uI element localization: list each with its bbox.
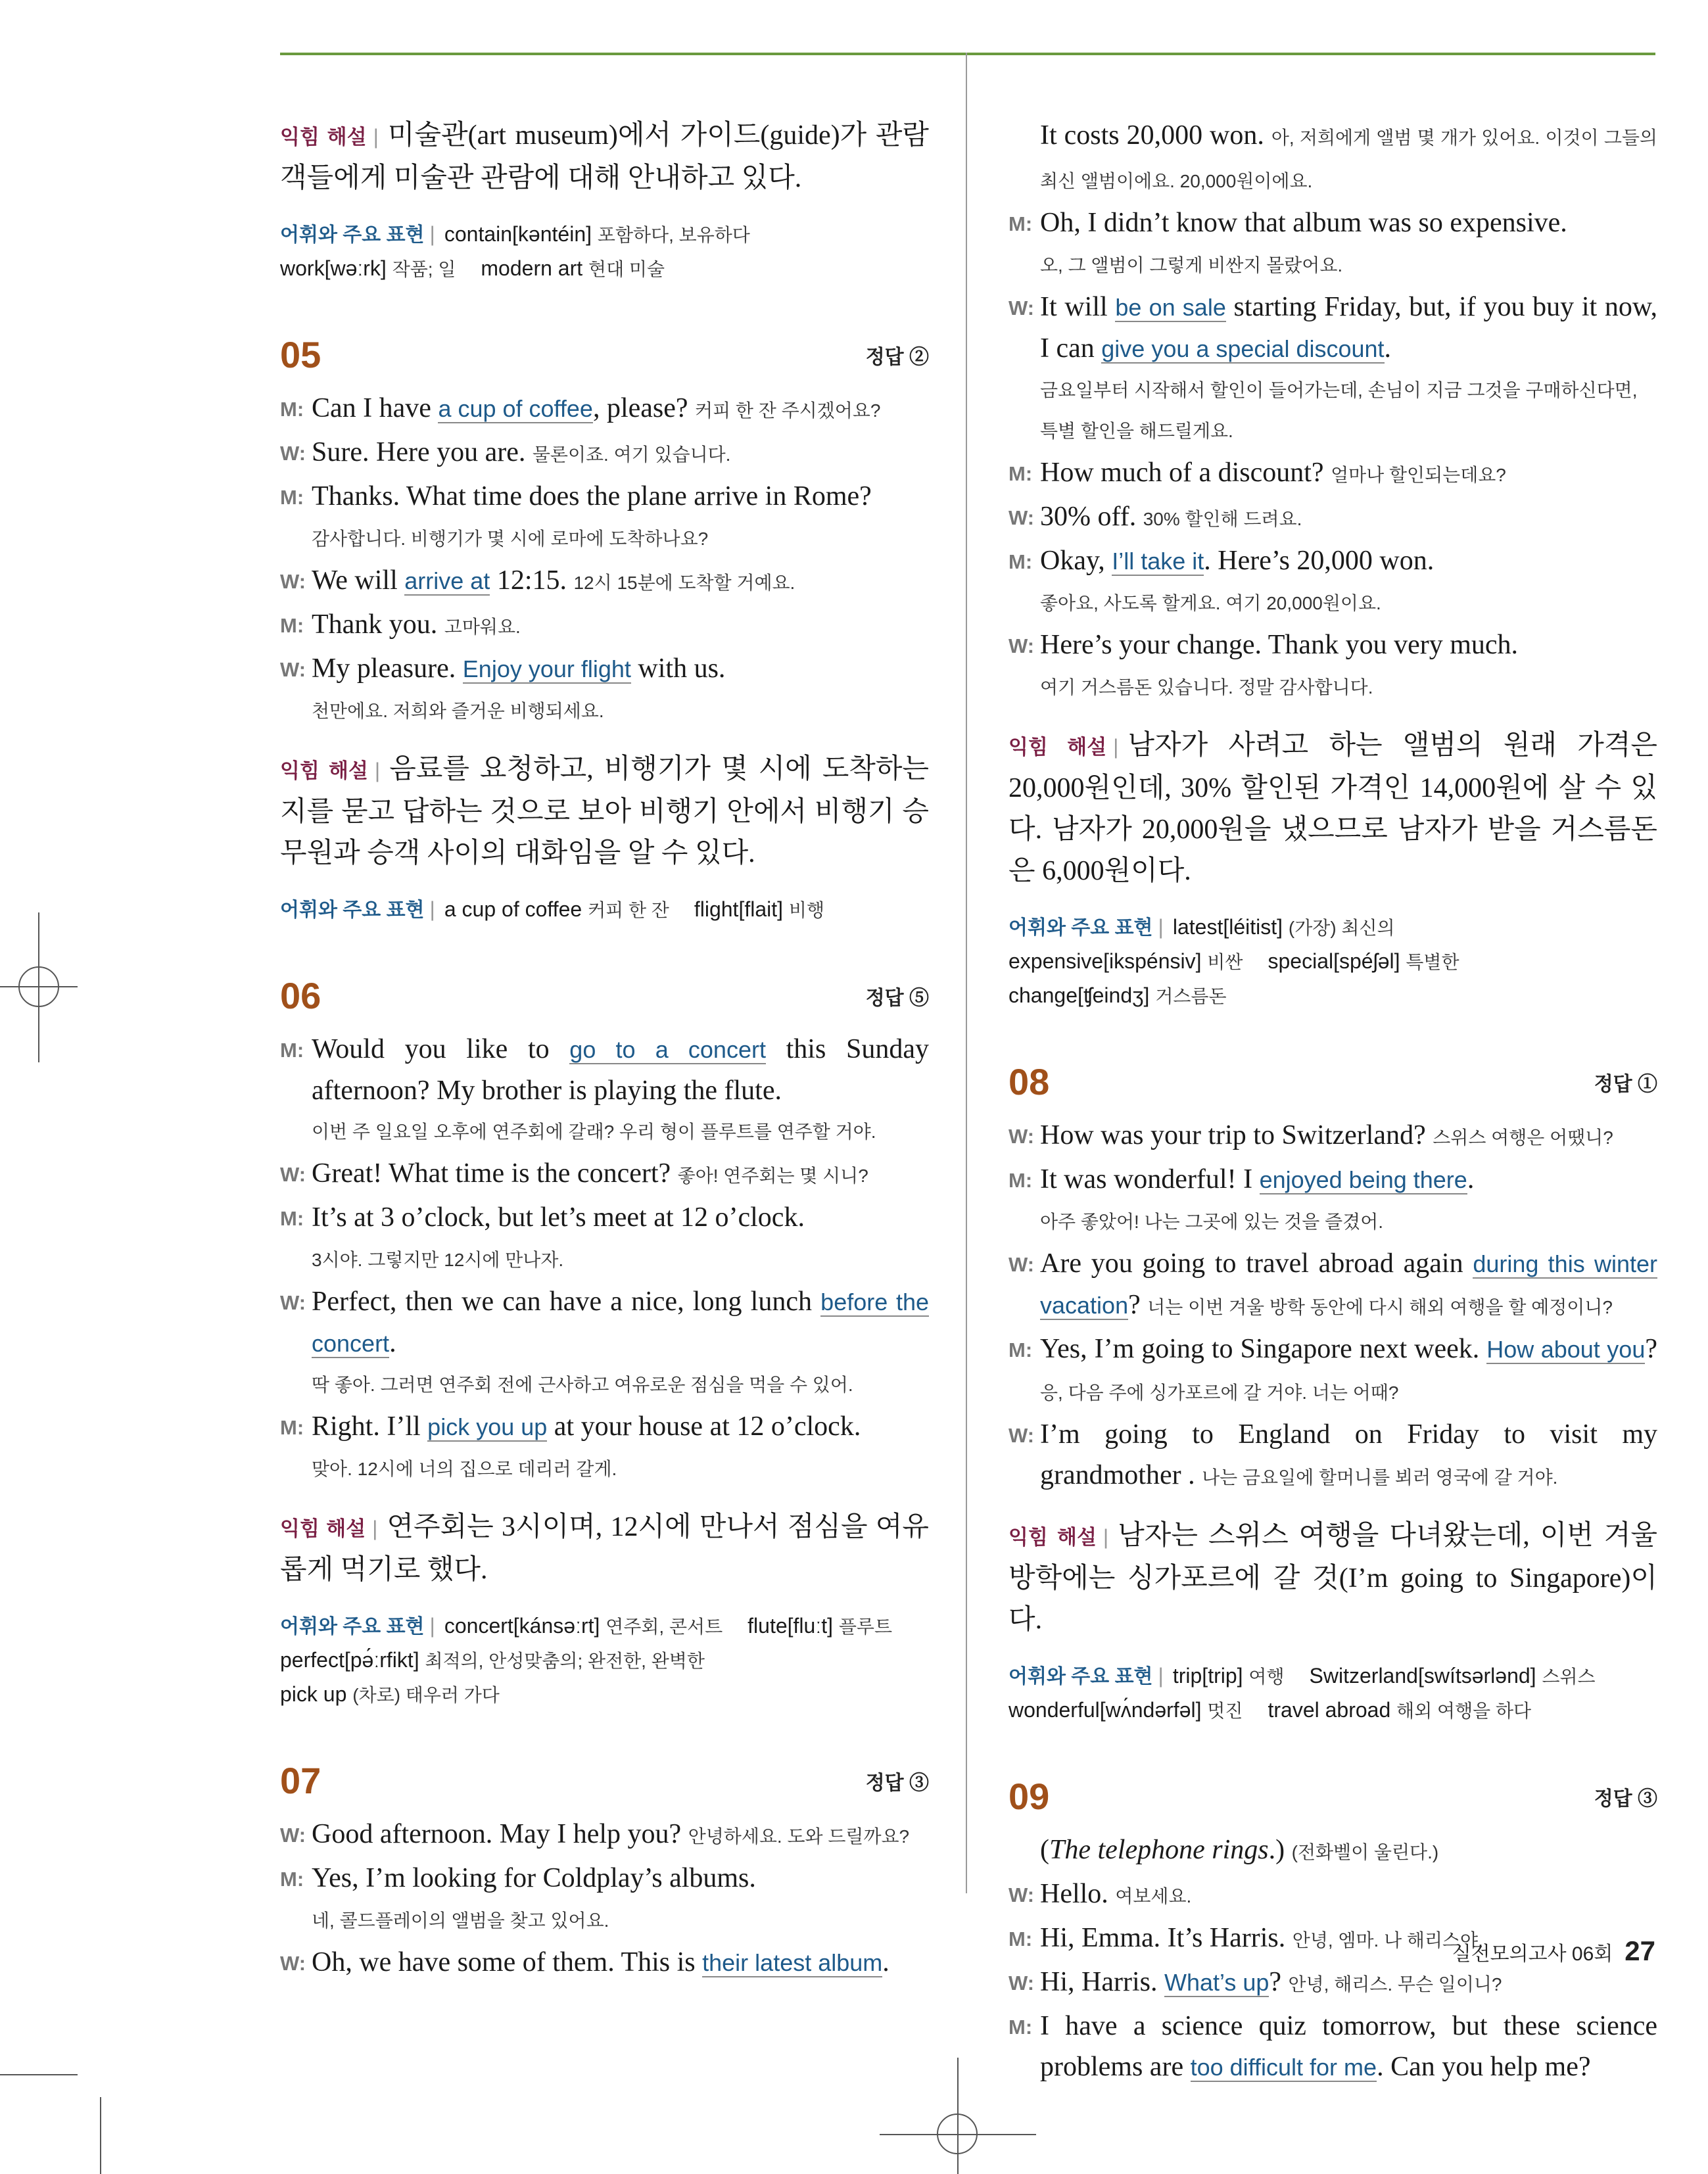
dialogue-line: [1008, 540, 1657, 582]
vocab-term: flute[fluːt]: [747, 1614, 833, 1638]
q07-explanation: 익힘 해설 | 남자가 사려고 하는 앨범의 원래 가격은 20,000원인데, 30% 할인된 가격인 14,000원에 살 수 있다. 남자가 20,000원을 냈으므로 남자가 받을 거스름돈은 6,000원이다.: [1008, 730, 1657, 886]
dialogue-text: [312, 1153, 929, 1196]
english-text: Here’s your change. Thank you very much.: [1040, 630, 1519, 660]
speaker-label: M:: [280, 1868, 304, 1891]
dialogue: [280, 1029, 929, 1490]
dialogue-text: [1008, 115, 1657, 202]
dialogue-line: [1008, 1830, 1657, 1873]
english-text: Yes, I’m going to Singapore next week.: [1040, 1334, 1487, 1364]
vocab-term: wonderful[wʌ́ndərfəl]: [1008, 1698, 1202, 1722]
english-text: ?: [1269, 1967, 1289, 1997]
vocab-meaning: 거스름돈: [1155, 986, 1227, 1006]
english-text: .: [1467, 1164, 1475, 1194]
separator: |: [429, 1614, 435, 1638]
translation: 네, 콜드플레이의 앨범을 찾고 있어요.: [312, 1910, 609, 1931]
translation: 이번 주 일요일 오후에 연주회에 갈래? 우리 형이 플루트를 연주할 거야.: [312, 1122, 876, 1142]
translation: 감사합니다. 비행기가 몇 시에 로마에 도착하나요?: [312, 529, 709, 549]
english-text: How much of a discount?: [1040, 458, 1331, 488]
dialogue-text: [1040, 1243, 1657, 1328]
speaker-label: W:: [280, 442, 306, 465]
speaker-label: W:: [1008, 1972, 1035, 1995]
korean-translation: 응, 다음 주에 싱가포르에 갈 거야. 너는 어때?: [1040, 1382, 1399, 1403]
vocab-label: 어휘와 주요 표현: [280, 1616, 425, 1638]
english-text: ?: [1128, 1290, 1148, 1320]
q08-explanation: 익힘 해설 | 남자는 스위스 여행을 다녀왔는데, 이번 겨울 방학에는 싱가포르에 갈 것(I’m going to Singapore)이다.: [1008, 1521, 1657, 1635]
english-text: Okay,: [1040, 546, 1112, 576]
english-text: The telephone rings: [1049, 1835, 1269, 1865]
dialogue-text: [312, 1942, 929, 1984]
page-number: 27: [1625, 1935, 1655, 1966]
dialogue-text: [1040, 1329, 1657, 1413]
vocab-term: contain[kəntéin]: [444, 222, 592, 246]
dialogue-line: [280, 1942, 929, 1984]
english-text: (: [1040, 1835, 1049, 1865]
english-text: Would you like to: [312, 1034, 570, 1064]
vocab-item: [1173, 910, 1395, 945]
translation: 오, 그 앨범이 그렇게 비싼지 몰랐어요.: [1040, 255, 1343, 275]
dialogue-text: [1040, 452, 1657, 496]
answer-badge: 정답 ①: [1594, 1073, 1657, 1095]
key-expression: I’ll take it: [1112, 548, 1204, 575]
separator: |: [1158, 1664, 1164, 1688]
vocab-term: travel abroad: [1268, 1698, 1391, 1722]
korean-translation: 안녕, 해리스. 무슨 일이니?: [1288, 1974, 1502, 1995]
vocab-meaning: 현대 미술: [588, 259, 665, 279]
dialogue-line: [1008, 287, 1657, 369]
column-divider: [966, 53, 967, 1893]
korean-translation: 30% 할인해 드려요.: [1143, 509, 1302, 529]
vocab-term: perfect[pə́ːrfikt]: [280, 1648, 419, 1672]
registration-circle: [937, 2114, 978, 2154]
vocab-item: [1008, 1693, 1243, 1728]
vocab-meaning: 커피 한 잔: [588, 900, 669, 920]
speaker-label: M:: [1008, 212, 1033, 235]
vocab-meaning: (차로) 태우러 가다: [352, 1685, 500, 1705]
vocab-term: special[spéʃəl]: [1268, 949, 1400, 973]
translation: 금요일부터 시작해서 할인이 들어가는데, 손님이 지금 그것을 구매하신다면, 특별 할인을 해드릴게요.: [1040, 380, 1638, 441]
speaker-label: W:: [1008, 506, 1035, 529]
dialogue-line: [280, 1153, 929, 1196]
explain-label: 익힘 해설: [280, 1517, 366, 1540]
english-text: ?: [1645, 1334, 1657, 1364]
dialogue: [280, 1814, 929, 1984]
speaker-label: M:: [1008, 550, 1033, 573]
vocab-item: [1008, 979, 1227, 1013]
dialogue-text: [312, 476, 929, 518]
key-expression: go to a concert: [569, 1036, 766, 1063]
vocab-meaning: 멋진: [1207, 1701, 1243, 1721]
vocab-term: trip[trip]: [1172, 1664, 1243, 1688]
speaker-label: M:: [1008, 2016, 1033, 2039]
dialogue-text: [312, 1406, 929, 1448]
translation: 아주 좋았어! 나는 그곳에 있는 것을 즐겼어.: [1040, 1212, 1384, 1232]
korean-translation: 물론이죠. 여기 있습니다.: [532, 444, 731, 465]
translation: 딱 좋아. 그러면 연주회 전에 근사하고 여유로운 점심을 먹을 수 있어.: [312, 1375, 853, 1395]
vocab-meaning: 플루트: [838, 1617, 893, 1637]
dialogue-line: [1008, 1243, 1657, 1328]
dialogue-line: [280, 432, 929, 475]
vocab-term: work[wəːrk]: [280, 256, 387, 280]
dialogue-text: [312, 388, 929, 431]
korean-translation: 커피 한 잔 주시겠어요?: [695, 400, 881, 421]
vocab-term: a cup of coffee: [444, 897, 582, 921]
explain-text: 남자는 스위스 여행을 다녀왔는데, 이번 겨울 방학에는 싱가포르에 갈 것(I’m going to Singapore)이다.: [1008, 1521, 1657, 1635]
vocab-item: [280, 252, 456, 286]
dialogue-line: [280, 1029, 929, 1111]
dialogue-line: [1008, 115, 1657, 202]
key-expression: their latest album: [702, 1949, 883, 1976]
english-text: at your house at 12 o’clock.: [547, 1411, 861, 1442]
vocab-item: [1268, 1693, 1531, 1728]
vocab-label: 어휘와 주요 표현: [280, 899, 425, 921]
speaker-label: W:: [280, 570, 306, 593]
question-08: [1008, 1060, 1657, 1728]
dialogue-line: [280, 560, 929, 603]
key-expression: during this winter vacation: [1040, 1250, 1657, 1319]
english-text: Perfect, then we can have a nice, long lunch: [312, 1287, 821, 1317]
vocab-meaning: 비행: [788, 900, 825, 920]
dialogue-line: [280, 1281, 929, 1364]
speaker-label: M:: [280, 614, 304, 637]
vocab-label: 어휘와 주요 표현: [280, 224, 425, 246]
dialogue-line: [1008, 1329, 1657, 1413]
korean-translation: 12시 15분에 도착할 거예요.: [573, 573, 795, 593]
english-text: It costs 20,000 won.: [1040, 120, 1271, 151]
english-text: Oh, we have some of them. This is: [312, 1947, 703, 1977]
speaker-label: W:: [1008, 1125, 1035, 1148]
english-text: Great! What time is the concert?: [312, 1158, 678, 1189]
left-column: [280, 115, 929, 1985]
vocab-term: flight[flait]: [694, 897, 784, 921]
english-text: Are you going to travel abroad again: [1040, 1248, 1473, 1279]
english-text: Good afternoon. May I help you?: [312, 1819, 688, 1849]
vocab-label: 어휘와 주요 표현: [1008, 917, 1153, 939]
dialogue: [1008, 1115, 1657, 1498]
dialogue-line: [1008, 452, 1657, 496]
dialogue-line: [280, 604, 929, 648]
q06-vocab: [280, 1609, 929, 1712]
vocab-term: expensive[ikspénsiv]: [1008, 949, 1202, 973]
speaker-label: W:: [1008, 1253, 1035, 1276]
korean-translation: 나는 금요일에 할머니를 뵈러 영국에 갈 거야.: [1202, 1467, 1558, 1488]
speaker-label: M:: [280, 1039, 304, 1062]
speaker-label: M:: [280, 1207, 304, 1230]
page-footer: [1452, 1935, 1655, 1967]
dialogue-text: [1040, 625, 1657, 667]
speaker-label: M:: [1008, 1927, 1033, 1950]
vocab-label: 어휘와 주요 표현: [1008, 1666, 1153, 1688]
speaker-label: W:: [280, 1291, 306, 1314]
english-text: Hi, Harris.: [1040, 1967, 1164, 1997]
speaker-label: M:: [280, 486, 304, 509]
korean-translation: 좋아! 연주회는 몇 시니?: [677, 1166, 868, 1186]
dialogue-line: [1008, 1962, 1657, 2005]
english-text: Thanks. What time does the plane arrive in Rome?: [312, 481, 872, 511]
korean-translation: 너는 이번 겨울 방학 동안에 다시 해외 여행을 할 예정이니?: [1147, 1297, 1613, 1317]
q08-vocab: [1008, 1659, 1657, 1728]
vocab-meaning: 포함하다, 보유하다: [597, 225, 750, 245]
dialogue-line: [1008, 1115, 1657, 1158]
korean-translation: 안녕하세요. 도와 드릴까요?: [688, 1826, 910, 1847]
korean-translation: (전화벨이 울린다.): [1291, 1842, 1439, 1862]
english-text: starting Friday, but, if you buy it now, I can: [1040, 292, 1657, 364]
vocab-item: [481, 252, 665, 286]
dialogue-text: [312, 560, 929, 603]
speaker-label: W:: [280, 1952, 306, 1975]
english-text: Yes, I’m looking for Coldplay’s albums.: [312, 1863, 756, 1893]
dialogue-text: [1040, 2006, 1657, 2088]
dialogue-text: [312, 1197, 929, 1239]
vocab-meaning: 비싼: [1207, 952, 1243, 972]
speaker-label: M:: [280, 398, 304, 421]
dialogue-text: [1040, 1962, 1657, 2005]
dialogue-line: [280, 1406, 929, 1448]
explain-text: 음료를 요청하고, 비행기가 몇 시에 도착하는지를 묻고 답하는 것으로 보아 비행기 안에서 비행기 승무원과 승객 사이의 대화임을 알 수 있다.: [280, 754, 929, 868]
speaker-label: W:: [1008, 1424, 1035, 1447]
english-text: with us.: [630, 653, 726, 684]
dialogue: [280, 388, 929, 732]
question-number: 08: [1008, 1061, 1050, 1102]
speaker-label: W:: [1008, 1883, 1035, 1906]
key-expression: give you a special discount: [1101, 335, 1385, 362]
korean-translation: 고마워요.: [444, 617, 521, 637]
answer-badge: 정답 ③: [865, 1772, 929, 1794]
dialogue-text: [1040, 202, 1657, 245]
dialogue-line: [280, 476, 929, 518]
english-text: .: [1384, 333, 1392, 364]
vocab-meaning: 연주회, 콘서트: [605, 1617, 723, 1637]
vocab-meaning: 특별한: [1406, 952, 1459, 972]
explain-label: 익힘 해설: [1008, 1526, 1097, 1549]
dialogue-text: [312, 648, 929, 690]
explain-text: 연주회는 3시이며, 12시에 만나서 점심을 여유롭게 먹기로 했다.: [280, 1512, 929, 1585]
dialogue-line: [280, 1858, 929, 1900]
english-text: It’s at 3 o’clock, but let’s meet at 12 o’clock.: [312, 1202, 805, 1233]
dialogue-text: [312, 1029, 929, 1111]
dialogue-line: [280, 1197, 929, 1239]
question-07: [280, 1759, 929, 1984]
dialogue-text: [312, 1814, 929, 1857]
answer-badge: 정답 ⑤: [865, 987, 929, 1009]
vocab-meaning: 작품; 일: [392, 259, 456, 279]
dialogue-line: [1008, 1414, 1657, 1498]
dialogue-text: [1040, 1874, 1657, 1917]
english-text: 12:15.: [490, 565, 574, 596]
dialogue-text: [1040, 540, 1657, 582]
dialogue-text: [1040, 496, 1657, 540]
registration-circle: [18, 966, 59, 1007]
explain-label: 익힘 해설: [280, 126, 367, 149]
vocab-term: Switzerland[swítsərlənd]: [1309, 1664, 1536, 1688]
footer-title: 실전모의고사 06회: [1452, 1943, 1613, 1965]
key-expression: Enjoy your flight: [462, 655, 631, 682]
vocab-meaning: 스위스: [1542, 1666, 1596, 1687]
dialogue-line: [280, 388, 929, 431]
dialogue-line: [1008, 1874, 1657, 1917]
english-text: this Sunday afternoon? My brother is playing the flute.: [312, 1034, 929, 1106]
vocab-item: [444, 218, 750, 252]
speaker-label: W:: [280, 1824, 306, 1847]
translation: 3시야. 그렇지만 12시에 만나자.: [312, 1250, 564, 1270]
key-expression: be on sale: [1115, 294, 1226, 321]
speaker-label: W:: [1008, 634, 1035, 657]
answer-badge: 정답 ③: [1594, 1787, 1657, 1810]
speaker-label: W:: [1008, 296, 1035, 319]
dialogue-continued: [1008, 115, 1657, 708]
key-expression: a cup of coffee: [438, 395, 593, 422]
question-09: [1008, 1775, 1657, 2088]
key-expression: pick you up: [427, 1413, 548, 1440]
question-number: 05: [280, 334, 321, 375]
crop-mark: [100, 2097, 101, 2174]
separator: |: [429, 222, 435, 246]
vocab-term: concert[kánsəːrt]: [444, 1614, 600, 1638]
dialogue-line: [1008, 202, 1657, 245]
question-number: 09: [1008, 1776, 1050, 1817]
explain-label: 익힘 해설: [1008, 736, 1107, 759]
english-text: I’m going to England on Friday to visit my grandmother .: [1040, 1419, 1657, 1490]
vocab-term: change[ʧeindʒ]: [1008, 983, 1150, 1007]
dialogue-line: [280, 1814, 929, 1857]
q07-vocab: [1008, 910, 1657, 1013]
separator: |: [1158, 915, 1164, 939]
korean-translation: 안녕, 엠마. 나 해리스야.: [1292, 1930, 1483, 1950]
key-expression: arrive at: [404, 567, 490, 594]
korean-translation: 얼마나 할인되는데요?: [1331, 465, 1506, 485]
speaker-label: M:: [1008, 462, 1033, 485]
right-column: [1008, 115, 1657, 2089]
english-text: . Can you help me?: [1377, 2052, 1591, 2082]
separator: |: [373, 125, 379, 149]
dialogue-text: [1008, 1830, 1657, 1873]
dialogue-line: [1008, 496, 1657, 540]
english-text: .): [1268, 1835, 1292, 1865]
explain-label: 익힘 해설: [280, 759, 368, 782]
explain-text: 미술관(art museum)에서 가이드(guide)가 관람객들에게 미술관 관람에 대해 안내하고 있다.: [280, 120, 930, 193]
english-text: . Here’s 20,000 won.: [1204, 546, 1435, 576]
vocab-meaning: 해외 여행을 하다: [1396, 1701, 1532, 1721]
english-text: It will: [1040, 292, 1116, 322]
dialogue-text: [312, 604, 929, 648]
english-text: My pleasure.: [312, 653, 463, 684]
vocab-meaning: (가장) 최신의: [1288, 918, 1395, 938]
explain-text: 남자가 사려고 하는 앨범의 원래 가격은 20,000원인데, 30% 할인된 가격인 14,000원에 살 수 있다. 남자가 20,000원을 냈으므로 남자가 받을 거스름돈은 6,000원이다.: [1008, 730, 1657, 886]
dialogue-text: [1040, 287, 1657, 369]
answer-badge: 정답 ②: [865, 346, 929, 368]
vocab-meaning: 최적의, 안성맞춤의; 완전한, 완벽한: [425, 1651, 705, 1671]
question-05: [280, 333, 929, 927]
dialogue-text: [312, 432, 929, 475]
english-text: We will: [312, 565, 405, 596]
vocab-item: [444, 1609, 723, 1643]
english-text: Thank you.: [312, 609, 444, 640]
speaker-label: M:: [1008, 1338, 1033, 1361]
korean-translation: 스위스 여행은 어땠니?: [1433, 1127, 1613, 1148]
vocab-item: [1310, 1659, 1596, 1693]
q05-explanation: 익힘 해설 | 음료를 요청하고, 비행기가 몇 시에 도착하는지를 묻고 답하는 것으로 보아 비행기 안에서 비행기 승무원과 승객 사이의 대화임을 알 수 있다.: [280, 754, 929, 868]
speaker-label: W:: [280, 658, 306, 681]
vocab-item: [280, 1643, 705, 1678]
question-number: 06: [280, 975, 321, 1016]
vocab-term: pick up: [280, 1682, 347, 1706]
english-text: Right. I’ll: [312, 1411, 428, 1442]
vocab-item: [747, 1609, 892, 1643]
intro-explanation: [280, 115, 929, 199]
english-text: Hello.: [1040, 1879, 1116, 1909]
vocab-item: [280, 1678, 500, 1712]
q06-explanation: 익힘 해설 | 연주회는 3시이며, 12시에 만나서 점심을 여유롭게 먹기로 했다.: [280, 1512, 929, 1585]
vocab-item: [444, 893, 669, 927]
dialogue-line: [1008, 1159, 1657, 1201]
english-text: Can I have: [312, 393, 439, 423]
english-text: It was wonderful! I: [1040, 1164, 1260, 1194]
key-expression: too difficult for me: [1190, 2054, 1377, 2081]
translation: 여기 거스름돈 있습니다. 정말 감사합니다.: [1040, 677, 1373, 697]
vocab-item: [694, 893, 824, 927]
translation: 좋아요, 사도록 할게요. 여기 20,000원이요.: [1040, 593, 1381, 613]
vocab-item: [1268, 945, 1459, 979]
vocab-term: modern art: [481, 256, 583, 280]
english-text: .: [882, 1947, 890, 1977]
dialogue-line: [1008, 2006, 1657, 2088]
english-text: Hi, Emma. It’s Harris.: [1040, 1923, 1293, 1953]
dialogue-text: [1040, 1159, 1657, 1201]
speaker-label: M:: [280, 1416, 304, 1439]
vocab-term: latest[léitist]: [1172, 915, 1283, 939]
vocab-meaning: 여행: [1248, 1666, 1285, 1687]
dialogue-line: [1008, 625, 1657, 667]
speaker-label: W:: [280, 1163, 306, 1186]
separator: |: [429, 897, 435, 921]
crop-mark: [0, 2074, 78, 2075]
question-06: [280, 974, 929, 1712]
speaker-label: M:: [1008, 1169, 1033, 1192]
english-text: .: [389, 1328, 396, 1358]
english-text: I have a science quiz tomorrow, but these science problems are: [1040, 2011, 1657, 2082]
korean-translation: 아, 저희에게 앨범 몇 개가 있어요. 이것이 그들의 최신 앨범이에요. 20,000원이에요.: [1040, 128, 1657, 191]
english-text: , please?: [592, 393, 696, 423]
intro-vocab: [280, 218, 929, 286]
question-number: 07: [280, 1760, 321, 1801]
korean-translation: 여보세요.: [1115, 1886, 1192, 1906]
translation: 맞아. 12시에 너의 집으로 데리러 갈게.: [312, 1459, 617, 1479]
key-expression: enjoyed being there: [1259, 1166, 1467, 1193]
key-expression: How about you: [1486, 1336, 1646, 1363]
key-expression: What’s up: [1164, 1969, 1269, 1996]
dialogue-text: [1040, 1115, 1657, 1158]
dialogue-text: [1040, 1414, 1657, 1498]
vocab-item: [1173, 1659, 1285, 1693]
dialogue-text: [312, 1858, 929, 1900]
translation: 천만에요. 저희와 즐거운 비행되세요.: [312, 701, 604, 721]
english-text: How was your trip to Switzerland?: [1040, 1120, 1433, 1150]
dialogue-line: [280, 648, 929, 690]
dialogue-text: [312, 1281, 929, 1364]
q05-vocab: [280, 893, 929, 927]
key-expression: before the concert: [312, 1288, 929, 1357]
english-text: 30% off.: [1040, 502, 1143, 532]
top-rule: [280, 53, 1655, 55]
english-text: Sure. Here you are.: [312, 437, 533, 467]
vocab-item: [1008, 945, 1243, 979]
english-text: Oh, I didn’t know that album was so expensive.: [1040, 208, 1567, 238]
